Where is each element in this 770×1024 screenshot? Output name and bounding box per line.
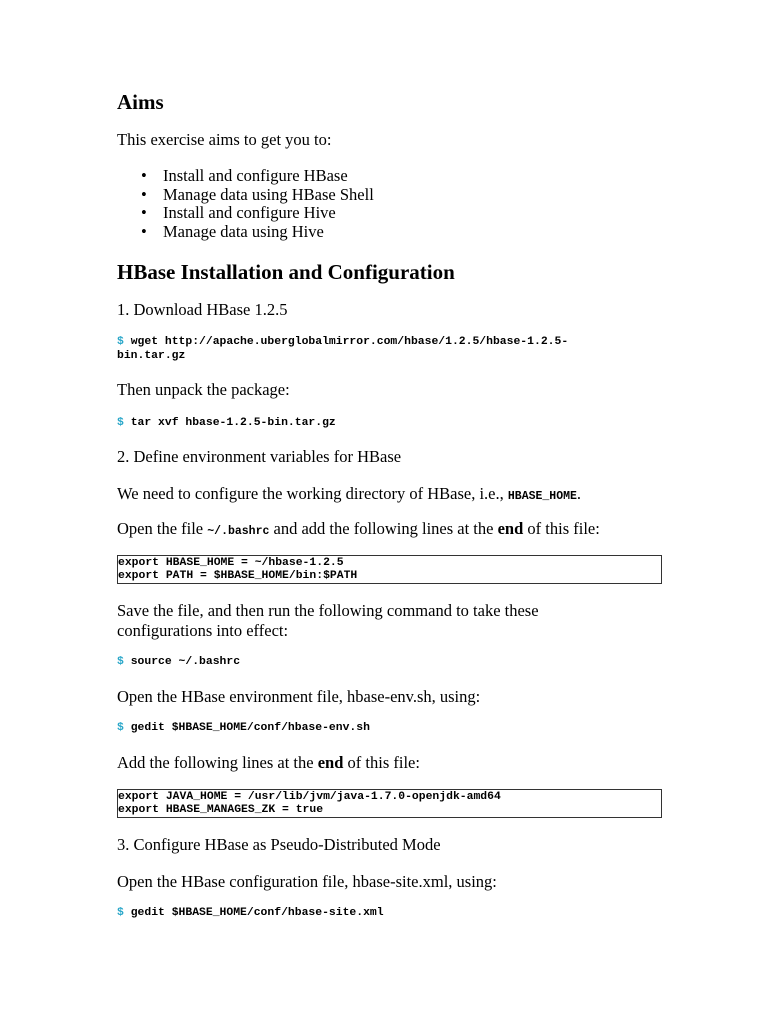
section-heading: HBase Installation and Configuration xyxy=(117,260,455,284)
list-item: • Manage data using Hive xyxy=(141,222,324,242)
gedit-env-command: $ gedit $HBASE_HOME/conf/hbase-env.sh xyxy=(117,722,370,734)
hbase-home-desc: We need to configure the working directory of HBase, i.e., HBASE_HOME. xyxy=(117,484,582,503)
site-file-text: Open the HBase configuration file, hbase-site.xml, using: xyxy=(117,872,497,891)
bullet-icon: • xyxy=(141,222,147,242)
aims-list xyxy=(117,167,374,242)
prompt-symbol: $ xyxy=(117,656,124,668)
list-item: • Install and configure HBase xyxy=(141,166,348,185)
step2-title: 2. Define environment variables for HBase xyxy=(117,447,402,466)
prompt-symbol: $ xyxy=(117,417,124,429)
add-lines-text: Add the following lines at the end of this file: xyxy=(117,753,420,772)
bullet-icon: • xyxy=(141,203,147,223)
env-code-box xyxy=(117,789,662,818)
gedit-site-command: $ gedit $HBASE_HOME/conf/hbase-site.xml xyxy=(117,907,384,919)
bullet-icon: • xyxy=(141,166,147,185)
tar-command: $ tar xvf hbase-1.2.5-bin.tar.gz xyxy=(117,417,336,429)
save-instruction: Save the file, and then run the following command to take these configurations into effect: xyxy=(117,601,539,640)
aims-heading: Aims xyxy=(117,90,164,114)
code-line: export PATH = $HBASE_HOME/bin:$PATH xyxy=(118,570,358,582)
list-item: • Manage data using HBase Shell xyxy=(141,184,374,204)
wget-command: $ wget http://apache.uberglobalmirror.com/hbase/1.2.5/hbase-1.2.5- bin.tar.gz xyxy=(117,336,569,362)
step1-title: 1. Download HBase 1.2.5 xyxy=(117,300,288,319)
code-line: export HBASE_HOME = ~/hbase-1.2.5 xyxy=(118,557,344,569)
source-command: $ source ~/.bashrc xyxy=(117,656,241,668)
code-line: export JAVA_HOME = /usr/lib/jvm/java-1.7.0-openjdk-amd64 xyxy=(118,791,501,803)
env-file-text: Open the HBase environment file, hbase-env.sh, using: xyxy=(117,687,481,706)
prompt-symbol: $ xyxy=(117,722,124,734)
step3-title: 3. Configure HBase as Pseudo-Distributed Mode xyxy=(117,835,441,854)
unpack-text: Then unpack the package: xyxy=(117,380,290,399)
prompt-symbol: $ xyxy=(117,336,124,348)
bullet-icon: • xyxy=(141,184,147,204)
list-item: • Install and configure Hive xyxy=(141,203,336,223)
bashrc-instruction: Open the file ~/.bashrc and add the following lines at the end of this file: xyxy=(117,519,600,538)
aims-intro: This exercise aims to get you to: xyxy=(117,130,332,149)
bashrc-code-box xyxy=(117,555,662,584)
code-line: export HBASE_MANAGES_ZK = true xyxy=(118,804,324,816)
prompt-symbol: $ xyxy=(117,907,124,919)
